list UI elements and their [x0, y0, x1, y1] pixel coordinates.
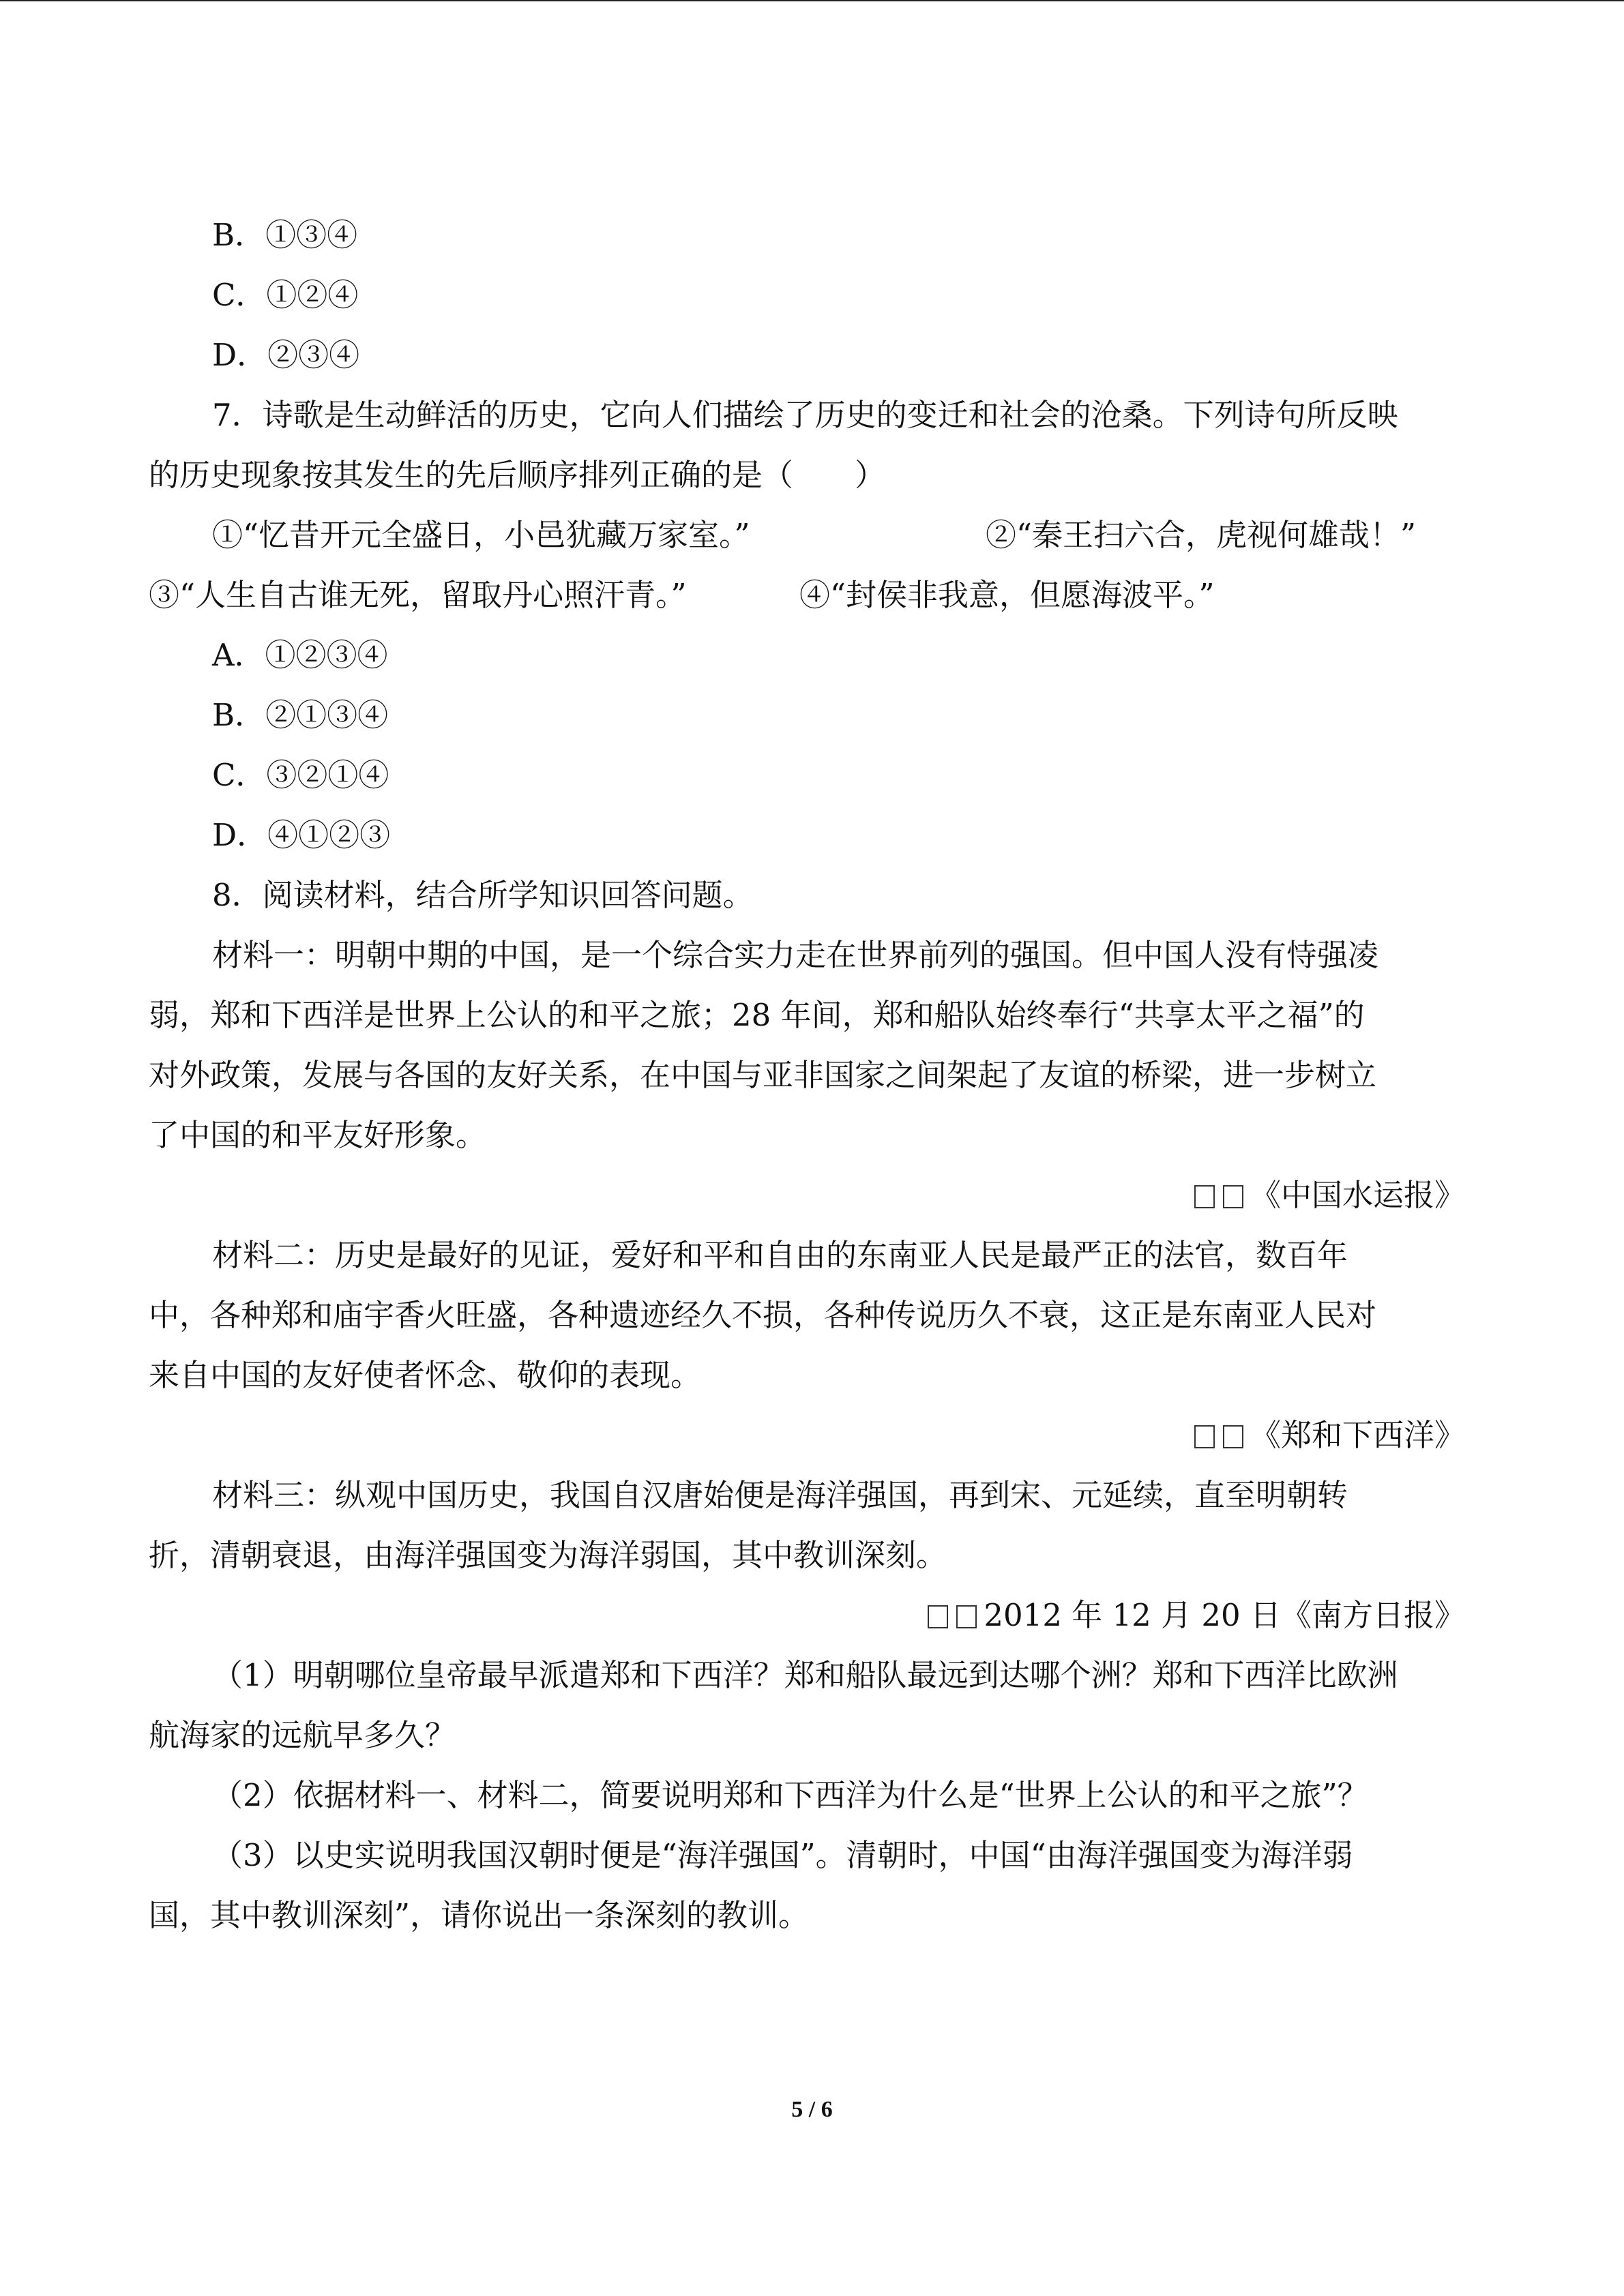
- material-2-source: [1194, 1415, 1465, 1456]
- placeholder-box: [956, 1605, 977, 1628]
- material-1-line: 材料一：明朝中期的中国，是一个综合实力走在世界前列的强国。但中国人没有恃强凌: [212, 937, 1379, 973]
- q7-option-c: C．③②①④: [212, 757, 389, 793]
- material-2-line: 材料二：历史是最好的见证，爱好和平和自由的东南亚人民是最严正的法官，数百年: [212, 1237, 1348, 1273]
- q7-option-a: A．①②③④: [212, 637, 388, 673]
- q7-poem-3: ③“人生自古谁无死，留取丹心照汗青。”: [149, 577, 687, 613]
- source-text: 《中国水运报》: [1250, 1177, 1465, 1213]
- q7-poem-4: ④“封侯非我意，但愿海波平。”: [799, 577, 1215, 613]
- material-2-line: 来自中国的友好使者怀念、敬仰的表现。: [149, 1357, 702, 1393]
- subquestion-1-line: 航海家的远航早多久？: [149, 1717, 456, 1753]
- q7-poem-2: ②“秦王扫六合，虎视何雄哉！”: [986, 517, 1417, 553]
- material-1-line: 了中国的和平友好形象。: [149, 1117, 487, 1153]
- page-number: 5 / 6: [791, 2097, 833, 2122]
- subquestion-3-line: 国，其中教训深刻”，请你说出一条深刻的教训。: [149, 1897, 810, 1933]
- material-3-source: [928, 1595, 1465, 1636]
- q7-poem-1: ①“忆昔开元全盛日，小邑犹藏万家室。”: [212, 517, 750, 553]
- option-b-prev: B．①③④: [212, 217, 358, 253]
- q7-stem-line1: 7．诗歌是生动鲜活的历史，它向人们描绘了历史的变迁和社会的沧桑。下列诗句所反映: [212, 397, 1398, 433]
- placeholder-box: [928, 1605, 948, 1628]
- material-3-line: 材料三：纵观中国历史，我国自汉唐始便是海洋强国，再到宋、元延续，直至明朝转: [212, 1477, 1348, 1513]
- material-1-line: 弱，郑和下西洋是世界上公认的和平之旅；28 年间，郑和船队始终奉行“共享太平之福”的: [149, 997, 1365, 1033]
- subquestion-3-line: （3）以史实说明我国汉朝时便是“海洋强国”。清朝时，中国“由海洋强国变为海洋弱: [212, 1837, 1353, 1873]
- q8-stem: 8．阅读材料，结合所学知识回答问题。: [212, 877, 754, 913]
- q7-option-b: B．②①③④: [212, 697, 389, 733]
- q7-stem-line2: 的历史现象按其发生的先后顺序排列正确的是（ ）: [149, 457, 886, 493]
- option-d-prev: D．②③④: [212, 337, 360, 373]
- option-c-prev: C．①②④: [212, 277, 359, 313]
- placeholder-box: [1194, 1425, 1215, 1448]
- placeholder-box: [1194, 1185, 1215, 1208]
- material-3-line: 折，清朝衰退，由海洋强国变为海洋弱国，其中教训深刻。: [149, 1537, 947, 1573]
- subquestion-1-line: （1）明朝哪位皇帝最早派遣郑和下西洋？郑和船队最远到达哪个洲？郑和下西洋比欧洲: [212, 1657, 1398, 1693]
- placeholder-box: [1223, 1425, 1243, 1448]
- subquestion-2: （2）依据材料一、材料二，简要说明郑和下西洋为什么是“世界上公认的和平之旅”？: [212, 1777, 1368, 1813]
- source-text: 《郑和下西洋》: [1250, 1417, 1465, 1453]
- material-2-line: 中，各种郑和庙宇香火旺盛，各种遗迹经久不损，各种传说历久不衰，这正是东南亚人民对: [149, 1297, 1377, 1333]
- q7-option-d: D．④①②③: [212, 817, 391, 853]
- material-1-source: [1194, 1175, 1465, 1216]
- placeholder-box: [1223, 1185, 1243, 1208]
- material-1-line: 对外政策，发展与各国的友好关系，在中国与亚非国家之间架起了友谊的桥梁，进一步树立: [149, 1057, 1377, 1093]
- source-text: 2012 年 12 月 20 日《南方日报》: [984, 1597, 1465, 1633]
- top-rule: [0, 0, 1624, 1]
